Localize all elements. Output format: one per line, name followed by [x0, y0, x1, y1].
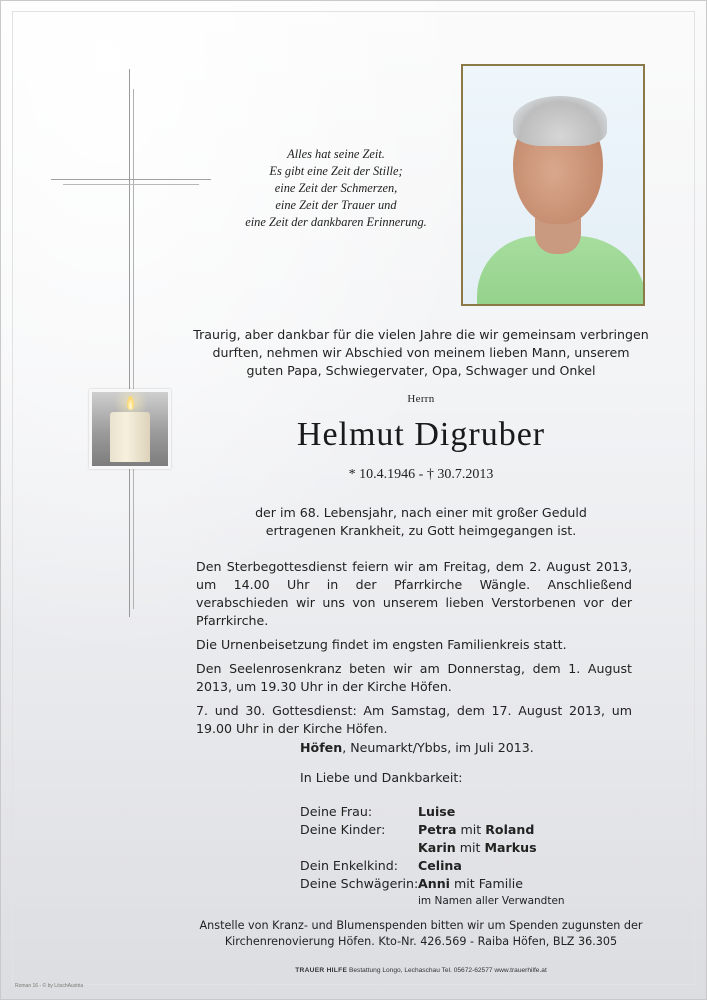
mourner-role: Deine Schwägerin:: [300, 876, 419, 891]
mourner-name: Karin: [418, 840, 456, 855]
intro-text: [176, 326, 666, 380]
mourner-rest: mit Familie: [450, 876, 524, 891]
cross-vertical-line: [129, 69, 130, 617]
mourner-row: [300, 839, 630, 857]
mourner-names: [418, 839, 537, 857]
relatives-note: im Namen aller Verwandten: [418, 895, 565, 907]
mourner-name: Petra: [418, 822, 457, 837]
footer: [176, 967, 666, 974]
candle-flame-icon: [127, 396, 134, 410]
mourner-row: [300, 857, 630, 875]
passing-text: [176, 504, 666, 540]
footer-brand: TRAUER HILFE: [295, 967, 348, 974]
poem-line: eine Zeit der Schmerzen,: [274, 181, 398, 195]
salutation: Herrn: [407, 393, 435, 405]
mourner-name: Luise: [418, 804, 456, 819]
passing-line: ertragenen Krankheit, zu Gott heimgegangen ist.: [265, 523, 577, 538]
deceased-name: Helmut Digruber: [296, 416, 546, 453]
intro-line: guten Papa, Schwiegervater, Opa, Schwager und Onkel: [246, 363, 596, 378]
mourner-join: mit: [456, 822, 486, 837]
passing-line: der im 68. Lebensjahr, nach einer mit großer Geduld: [255, 505, 587, 520]
mourner-row: [300, 875, 630, 893]
donation-note: [176, 918, 666, 950]
service-paragraph: Den Seelenrosenkranz beten wir am Donnerstag, dem 1. August 2013, um 19.30 Uhr in der Kirche Höfen.: [196, 661, 632, 694]
mourner-names: [418, 821, 534, 839]
mourner-role-empty: [300, 839, 418, 857]
mourner-names: [418, 857, 462, 875]
candle-body: [110, 412, 150, 462]
poem: [211, 146, 461, 231]
mourner-role: Deine Frau:: [300, 804, 373, 819]
life-dates: * 10.4.1946 - † 30.7.2013: [348, 467, 494, 482]
place-name: Höfen: [300, 740, 343, 755]
footer-details: Bestattung Longo, Lechaschau Tel. 05672-62577 www.trauerhilfe.at: [347, 967, 547, 974]
mourner-role: Deine Kinder:: [300, 822, 386, 837]
service-paragraph: Den Sterbegottesdienst feiern wir am Freitag, dem 2. August 2013, um 14.00 Uhr in der Pfarrkirche Wängle. Anschließend verabschieden wir uns von unserem lieben Verstorbenen vor der Pfarrkirche.: [196, 559, 632, 628]
poem-line: Alles hat seine Zeit.: [287, 147, 385, 161]
mourner-name: Roland: [485, 822, 535, 837]
intro-line: durften, nehmen wir Abschied von meinem lieben Mann, unserem: [212, 345, 630, 360]
service-info: [196, 558, 632, 744]
closing-block: [300, 739, 630, 909]
place-date-line: [300, 739, 630, 757]
photo-hair: [513, 96, 607, 146]
mourner-row: [300, 821, 630, 839]
donation-line: Kirchenrenovierung Höfen. Kto-Nr. 426.569 - Raiba Höfen, BLZ 36.305: [224, 935, 618, 948]
love-line: In Liebe und Dankbarkeit:: [300, 770, 463, 785]
cross-horizontal-line: [51, 179, 211, 180]
donation-line: Anstelle von Kranz- und Blumenspenden bitten wir um Spenden zugunsten der: [199, 919, 643, 932]
poem-line: eine Zeit der Trauer und: [275, 198, 397, 212]
mourner-names: [418, 803, 455, 821]
service-paragraph: Die Urnenbeisetzung findet im engsten Familienkreis statt.: [196, 637, 567, 652]
place-rest: , Neumarkt/Ybbs, im Juli 2013.: [342, 740, 534, 755]
mourner-name: Celina: [418, 858, 462, 873]
cross-horizontal-line-inner: [63, 184, 199, 185]
poem-line: eine Zeit der dankbaren Erinnerung.: [245, 215, 427, 229]
mourner-name: Markus: [484, 840, 537, 855]
mourner-name: Anni: [418, 876, 450, 891]
mourner-names: [418, 875, 523, 893]
mourner-role: Dein Enkelkind:: [300, 858, 398, 873]
candle-image: [89, 389, 171, 469]
cross-vertical-line-inner: [133, 89, 134, 609]
portrait-photo: [461, 64, 645, 306]
poem-line: Es gibt eine Zeit der Stille;: [269, 164, 403, 178]
intro-line: Traurig, aber dankbar für die vielen Jahre die wir gemeinsam verbringen: [193, 327, 649, 342]
corner-note: Roman 16 - © by LöschAustria: [15, 983, 84, 989]
mourner-join: mit: [455, 840, 485, 855]
service-paragraph: 7. und 30. Gottesdienst: Am Samstag, dem 17. August 2013, um 19.00 Uhr in der Kirche Höfen.: [196, 703, 632, 736]
mourner-row: [300, 803, 630, 821]
